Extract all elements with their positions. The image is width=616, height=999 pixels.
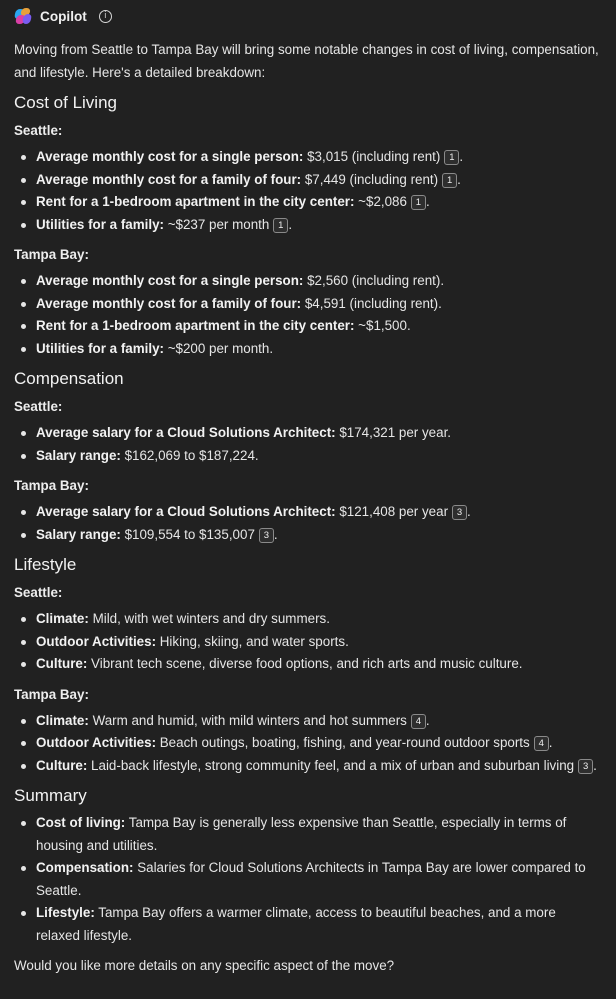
list-item [14,710,602,733]
item-end: . [459,149,464,164]
item-text: $2,560 (including rent). [303,273,445,288]
item-text: $121,408 per year [335,504,449,519]
list-item [14,445,602,468]
item-text: ~$237 per month [163,216,270,232]
item-label: Rent for a 1-bedroom apartment in the city center: [36,194,355,209]
item-label: Salary range: [36,447,121,463]
list-item [14,146,602,169]
heading-compensation: Compensation [14,369,124,388]
item-end: . [467,504,471,519]
item-text: Vibrant tech scene, diverse food options, and rich arts and music culture. [87,656,523,671]
list-item [14,169,602,192]
item-label: Rent for a 1-bedroom apartment in the city center: [36,318,355,333]
list-item [14,812,602,857]
outro-text: Would you like more details on any specific aspect of the move? [14,958,395,973]
list-item [14,338,602,361]
list-item [14,631,602,654]
list-item [14,902,602,947]
citation-badge[interactable]: 1 [411,195,426,210]
list-item [14,422,602,445]
item-text: Tampa Bay offers a warmer climate, access to beautiful beaches, and a more relaxed lifestyle. [36,905,556,943]
citation-badge[interactable]: 1 [273,218,288,233]
item-label: Culture: [36,656,88,671]
item-text: $3,015 (including rent) [303,149,441,164]
life-tampa-list [14,710,602,778]
item-label: Average monthly cost for a single person: [36,273,304,288]
list-item [14,270,602,293]
citation-badge[interactable]: 4 [534,736,549,751]
list-item [14,293,602,316]
heading-summary: Summary [14,786,87,805]
item-label: Average monthly cost for a family of four: [36,295,302,311]
item-text: Laid-back lifestyle, strong community feel, and a mix of urban and suburban living [87,757,575,773]
summary-list [14,812,602,947]
item-label: Salary range: [36,526,121,542]
item-text: Tampa Bay is generally less expensive than Seattle, especially in terms of housing and utilities. [36,815,567,853]
citation-badge[interactable]: 3 [578,759,593,774]
item-text: $4,591 (including rent). [301,295,442,311]
citation-badge[interactable]: 1 [444,150,459,165]
cost-tampa-label: Tampa Bay: [14,247,89,262]
item-text: $7,449 (including rent) [301,171,439,187]
citation-badge[interactable]: 4 [411,714,426,729]
cost-seattle-list [14,146,602,236]
item-end: . [457,171,461,187]
heading-cost-of-living: Cost of Living [14,93,117,112]
item-end: . [273,526,278,542]
item-end: . [548,735,553,750]
item-text: Warm and humid, with mild winters and hot summers [88,712,407,728]
citation-badge[interactable]: 1 [442,173,457,188]
list-item [14,524,602,547]
citation-badge[interactable]: 3 [259,528,274,543]
item-label: Average salary for a Cloud Solutions Architect: [36,425,336,440]
item-end: . [425,194,430,209]
app-title: Copilot [40,8,87,24]
intro-text: Moving from Seattle to Tampa Bay will bring some notable changes in cost of living, compensation, and lifestyle. Here's a detailed breakdown: [14,42,599,80]
item-end: . [425,712,430,728]
list-item [14,315,602,338]
comp-seattle-list [14,422,602,467]
item-label: Climate: [36,712,89,728]
item-label: Compensation: [36,860,134,875]
item-label: Culture: [36,757,88,773]
list-item [14,857,602,902]
item-text: ~$1,500. [354,318,411,333]
list-item [14,732,602,755]
cost-tampa-list [14,270,602,360]
item-text: $162,069 to $187,224. [120,447,259,463]
item-end: . [593,757,597,773]
list-item [14,214,602,237]
list-item [14,608,602,631]
citation-badge[interactable]: 3 [452,505,467,520]
item-label: Average salary for a Cloud Solutions Architect: [36,504,336,519]
item-label: Climate: [36,611,89,626]
list-item [14,191,602,214]
item-label: Utilities for a family: [36,216,164,232]
item-label: Average monthly cost for a family of four: [36,171,302,187]
item-label: Lifestyle: [36,905,95,920]
info-icon[interactable]: i [99,10,112,23]
life-seattle-label: Seattle: [14,585,63,600]
item-label: Utilities for a family: [36,340,164,356]
item-end: . [288,216,293,232]
life-seattle-list [14,608,602,676]
header [14,0,602,32]
comp-seattle-label: Seattle: [14,399,63,414]
item-label: Cost of living: [36,815,126,830]
item-label: Outdoor Activities: [36,633,157,649]
item-label: Average monthly cost for a single person: [36,149,304,164]
item-text: Mild, with wet winters and dry summers. [88,611,330,626]
item-text: Beach outings, boating, fishing, and year-round outdoor sports [156,735,530,750]
list-item [14,653,602,676]
item-text: $174,321 per year. [335,425,452,440]
copilot-logo-icon [14,7,32,25]
item-text: Salaries for Cloud Solutions Architects in Tampa Bay are lower compared to Seattle. [36,860,586,898]
cost-seattle-label: Seattle: [14,123,63,138]
comp-tampa-label: Tampa Bay: [14,478,89,493]
list-item [14,501,602,524]
comp-tampa-list [14,501,602,546]
item-text: ~$200 per month. [163,340,274,356]
item-text: $109,554 to $135,007 [120,526,255,542]
heading-lifestyle: Lifestyle [14,555,77,574]
item-text: ~$2,086 [354,194,407,209]
list-item [14,755,602,778]
life-tampa-label: Tampa Bay: [14,686,89,702]
item-label: Outdoor Activities: [36,735,157,750]
item-text: Hiking, skiing, and water sports. [156,633,349,649]
